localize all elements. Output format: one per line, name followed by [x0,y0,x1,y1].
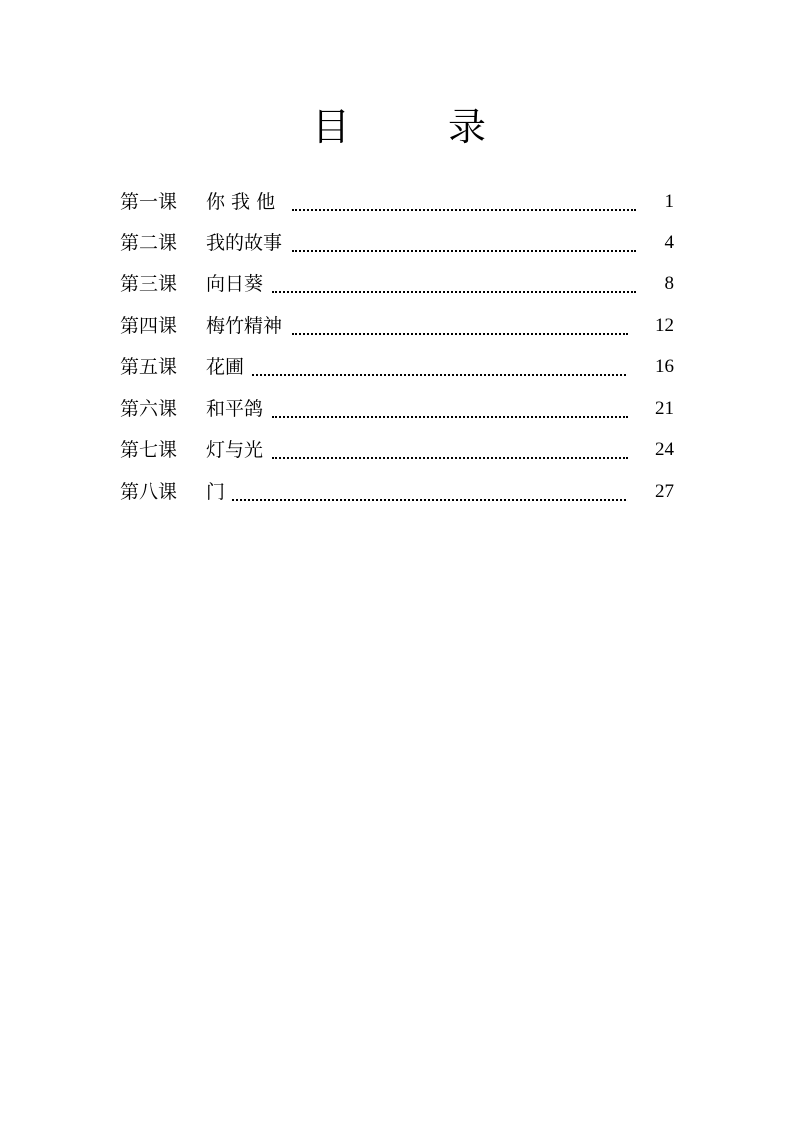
toc-entry[interactable] [0,472,794,512]
toc-entry[interactable] [0,430,794,470]
lesson-number: 第一课 [120,191,178,213]
lesson-number: 第四课 [120,315,178,337]
title-char-lu: 录 [448,105,487,149]
lesson-number: 第七课 [120,439,178,461]
dot-leader [292,182,636,222]
dot-leader [272,430,628,470]
toc-entry[interactable] [0,264,794,304]
toc-entry[interactable] [0,306,794,346]
page-number: 24 [655,439,674,460]
dot-leader [292,223,636,263]
toc-entry[interactable] [0,182,794,222]
lesson-title: 门 [206,472,229,512]
dot-leader [272,389,628,429]
dot-leader [292,306,628,346]
title-char-mu: 目 [312,105,351,149]
page-number: 27 [655,481,674,502]
dot-leader [252,347,626,387]
page-number: 8 [664,273,674,294]
lesson-title: 你 我 他 [206,182,279,222]
page-number: 12 [655,315,674,336]
toc-entry[interactable] [0,223,794,263]
lesson-title: 向日葵 [206,264,267,304]
toc-entry[interactable] [0,347,794,387]
lesson-number: 第五课 [120,356,178,378]
lesson-title: 梅竹精神 [206,306,286,346]
page-title [0,104,794,154]
page-number: 21 [655,398,674,419]
lesson-number: 第二课 [120,232,178,254]
lesson-number: 第八课 [120,481,178,503]
lesson-title: 灯与光 [206,430,267,470]
lesson-title: 我的故事 [206,223,286,263]
page-number: 16 [655,356,674,377]
lesson-title: 和平鸽 [206,389,267,429]
page-number: 4 [664,232,674,253]
toc-entry[interactable] [0,389,794,429]
lesson-number: 第三课 [120,273,178,295]
lesson-number: 第六课 [120,398,178,420]
lesson-title: 花圃 [206,347,248,387]
dot-leader [232,472,626,512]
dot-leader [272,264,636,304]
page-number: 1 [664,191,674,212]
